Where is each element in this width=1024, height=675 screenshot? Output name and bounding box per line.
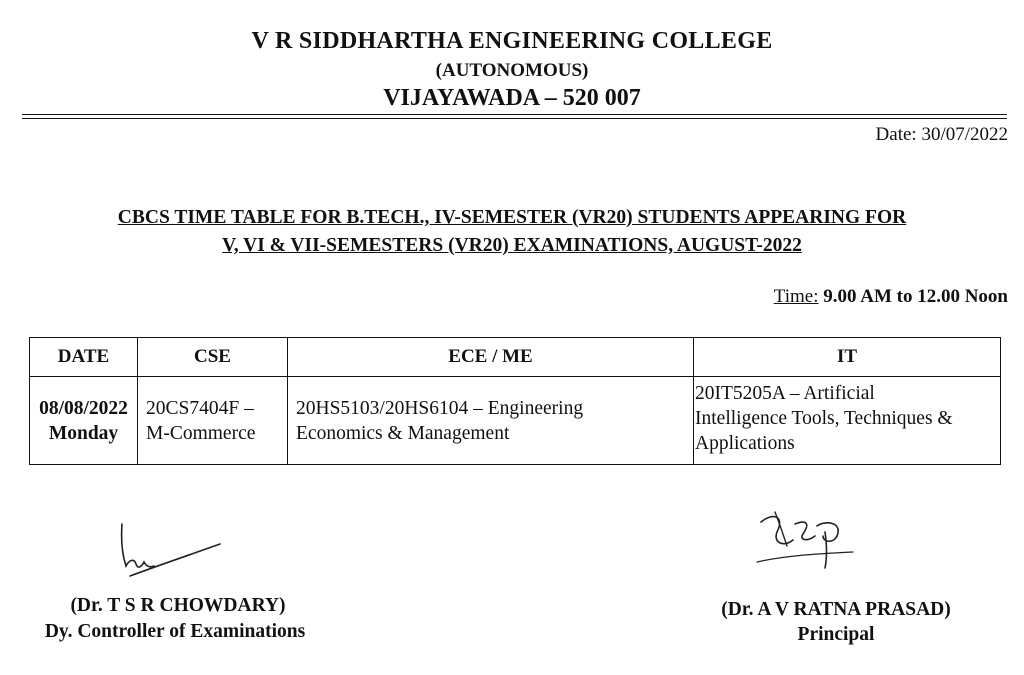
ece-subject-line-2: Economics & Management (296, 422, 510, 444)
signatory-left-designation: Dy. Controller of Examinations (44, 621, 306, 642)
column-header-cse: CSE (138, 338, 288, 377)
notice-heading-line-2: V, VI & VII-SEMESTERS (VR20) EXAMINATIONS, AUGUST-2022 (222, 235, 802, 256)
header-rule-thick (22, 114, 1007, 115)
notice-heading (20, 204, 1004, 260)
cell-it (694, 377, 1001, 465)
it-subject-line-3: Applications (695, 433, 795, 454)
header-rule-thin (22, 118, 1007, 119)
notice-date: Date: 30/07/2022 (875, 124, 1008, 145)
it-subject-line-2: Intelligence Tools, Techniques & (695, 408, 953, 429)
table-row (30, 377, 1001, 465)
cell-ece-me (288, 377, 694, 465)
exam-time-value: 9.00 AM to 12.00 Noon (823, 286, 1008, 307)
column-header-it: IT (694, 338, 1001, 377)
signature-right (753, 502, 873, 574)
column-header-ece-me: ECE / ME (288, 338, 694, 377)
signatory-left-name: (Dr. T S R CHOWDARY) (70, 595, 286, 616)
exam-time (600, 286, 1008, 308)
cell-date (30, 377, 138, 465)
college-status: (AUTONOMOUS) (435, 60, 589, 81)
college-name: V R SIDDHARTHA ENGINEERING COLLEGE (251, 28, 773, 54)
cell-cse (138, 377, 288, 465)
timetable (29, 337, 1001, 465)
exam-date: 08/08/2022 (39, 397, 128, 419)
signatory-right-designation: Principal (797, 624, 875, 645)
exam-day: Monday (48, 422, 119, 444)
timetable-header-row (30, 338, 1001, 377)
exam-time-label: Time: (773, 286, 819, 307)
ece-subject-line-1: 20HS5103/20HS6104 – Engineering (296, 397, 584, 419)
cse-subject-line-2: M-Commerce (146, 422, 256, 444)
column-header-date: DATE (30, 338, 138, 377)
college-city: VIJAYAWADA – 520 007 (383, 85, 641, 111)
cse-subject-line-1: 20CS7404F – (146, 397, 254, 419)
signature-left (112, 518, 232, 586)
notice-heading-line-1: CBCS TIME TABLE FOR B.TECH., IV-SEMESTER (VR20) STUDENTS APPEARING FOR (117, 207, 907, 228)
signatory-right-name: (Dr. A V RATNA PRASAD) (721, 599, 951, 620)
it-subject-line-1: 20IT5205A – Artificial (695, 383, 875, 404)
